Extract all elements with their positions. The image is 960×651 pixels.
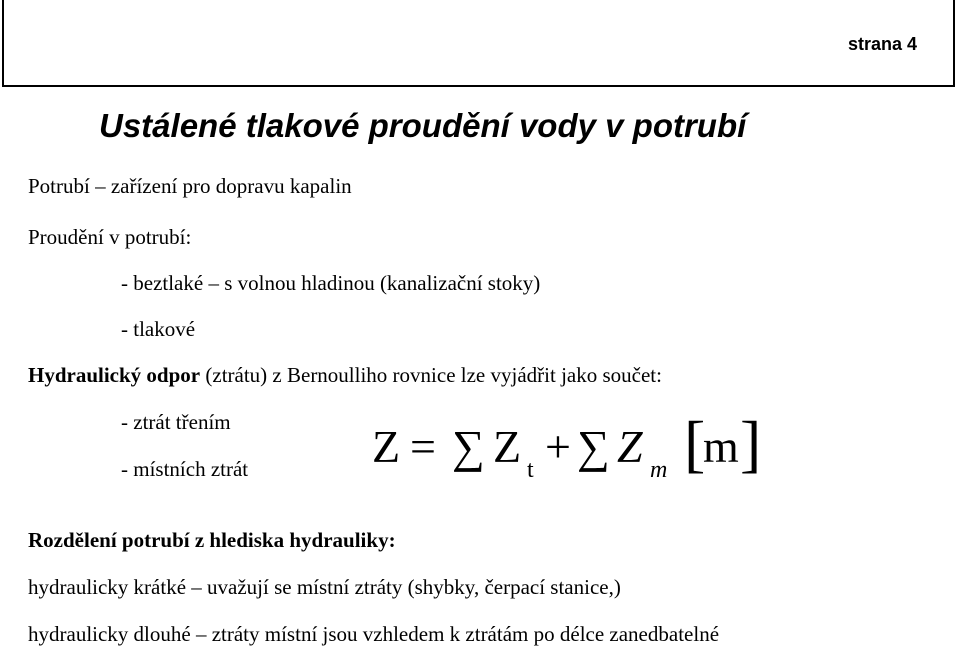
formula-equals: = [410,421,436,472]
text-line-pressureless: - beztlaké – s volnou hladinou (kanalizační stoky) [121,271,541,295]
text-line-pressure: - tlakové [121,317,196,341]
formula-lhs: Z [372,421,401,472]
text-line-hydraulically-long: hydraulicky dlouhé – ztráty místní jsou vzhledem k ztrátám po délce zanedbatelné [28,622,720,646]
loss-formula [372,408,772,492]
subscript-m: m [650,457,668,483]
text-line-hydraulically-short: hydraulicky krátké – uvažují se místní ztráty (shybky, čerpací stanice,) [28,575,621,599]
text-line-flow-in-pipe: Proudění v potrubí: [28,225,192,249]
formula-unit: m [703,421,739,472]
subscript-t: t [527,457,534,483]
page-header [2,0,955,87]
text-line-hydraulic-resistance [28,365,662,386]
formula-z-local: Z [617,421,643,472]
page-number: strana 4 [847,34,917,54]
formula-z-friction: Z [493,421,522,472]
formula-plus: + [545,421,571,472]
text-line-pipe-classification: Rozdělení potrubí z hlediska hydrauliky: [28,528,396,552]
sum-symbol: ∑ [452,421,485,472]
hydraulic-resistance-rest: (ztrátu) z Bernoulliho rovnice lze vyjádřit jako součet: [200,363,662,387]
text-line-local-losses: - místních ztrát [121,457,249,481]
text-line-pipe-definition: Potrubí – zařízení pro dopravu kapalin [28,174,352,198]
sum-symbol: ∑ [577,421,610,472]
page-title: Ustálené tlakové proudění vody v potrubí [99,107,747,144]
formula-right-bracket: ] [740,408,762,479]
hydraulic-resistance-term: Hydraulický odpor [28,363,201,387]
formula-left-bracket: [ [684,408,706,479]
text-line-friction-losses: - ztrát třením [121,410,231,434]
